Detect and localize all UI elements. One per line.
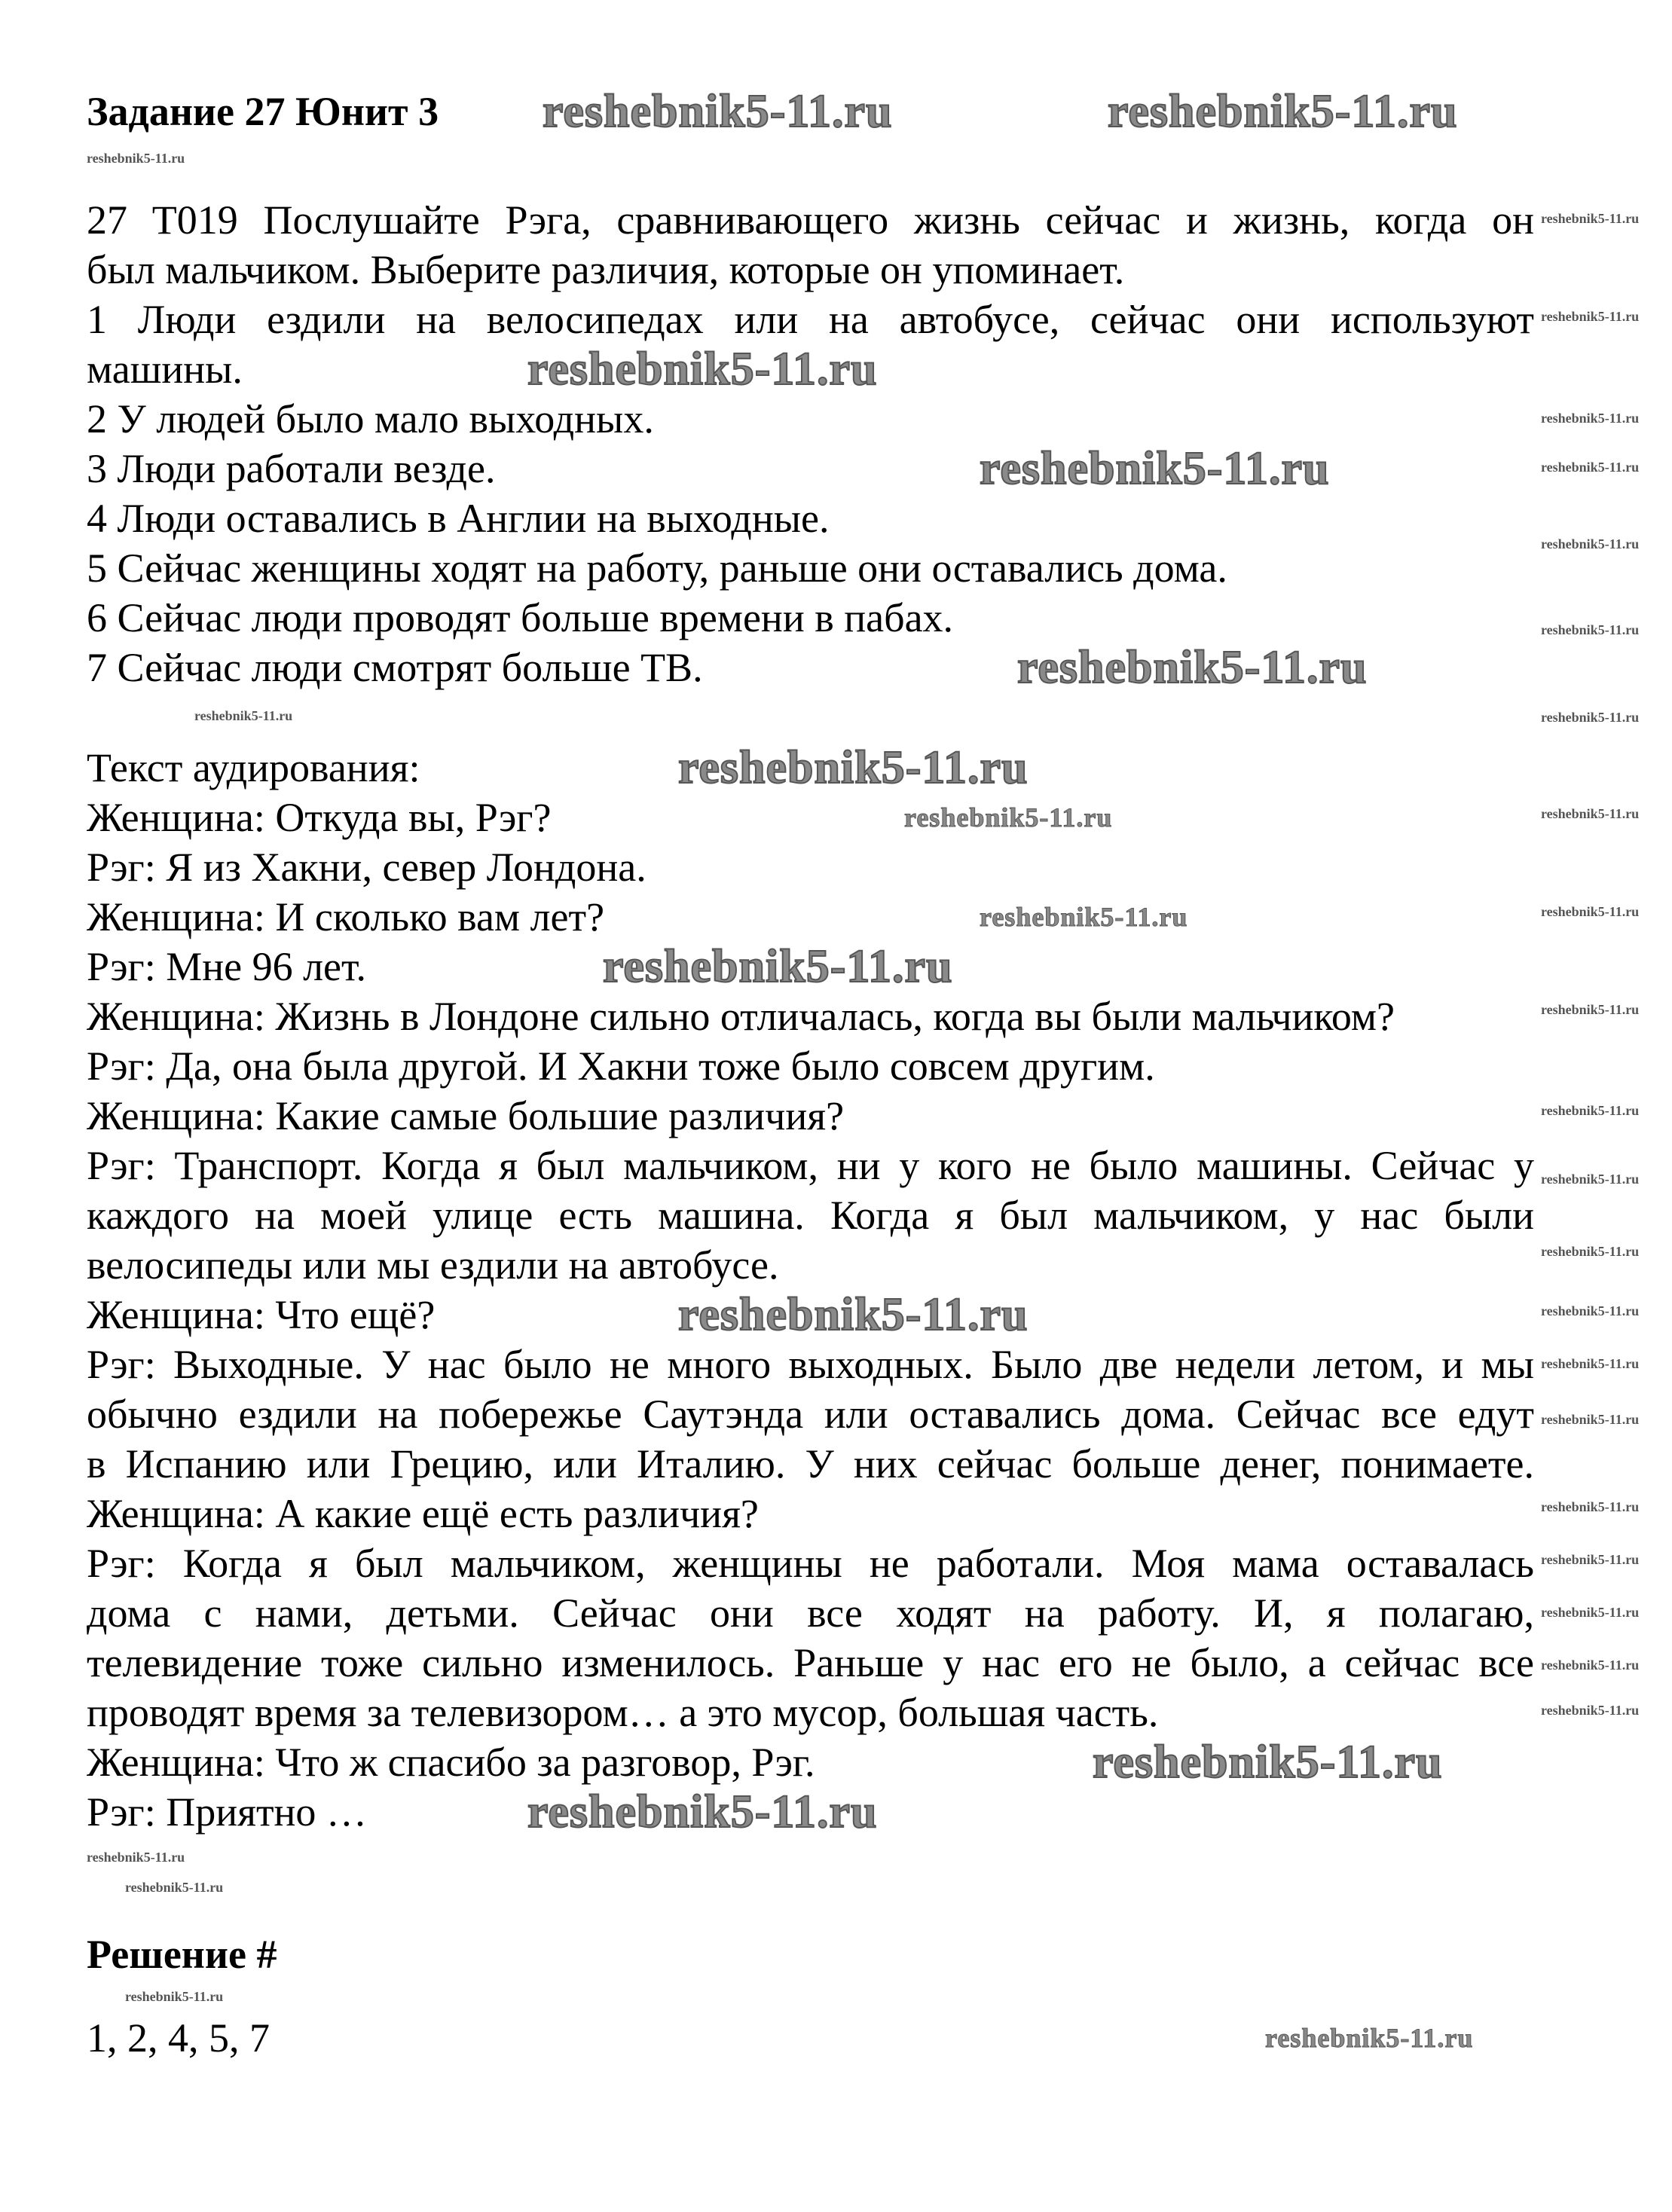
watermark-small: reshebnik5-11.ru [1541,411,1640,426]
watermark-small: reshebnik5-11.ru [87,1850,185,1865]
watermark-small: reshebnik5-11.ru [1541,460,1640,475]
option: 4 Люди оставались в Англии на выходные. [87,496,830,541]
transcript-line: Рэг: Приятно … [87,1789,367,1835]
transcript-line: Женщина: Откуда вы, Рэг? [87,795,552,840]
transcript-line: каждого на моей улице есть машина. Когда я был мальчиком, у нас были [87,1193,1534,1238]
transcript-heading: Текст аудирования: [87,745,420,790]
watermark: reshebnik5-11.ru [1017,642,1368,693]
option: 6 Сейчас люди проводят больше времени в пабах. [87,595,954,640]
watermark-small: reshebnik5-11.ru [1541,1002,1640,1017]
watermark-small: reshebnik5-11.ru [125,1989,224,2004]
watermark-small: reshebnik5-11.ru [194,708,293,723]
watermark-small: reshebnik5-11.ru [1541,1303,1640,1318]
solution-heading: Решение # [87,1932,277,1977]
watermark-small: reshebnik5-11.ru [1541,806,1640,821]
watermark-small: reshebnik5-11.ru [1541,1605,1640,1620]
transcript-line: телевидение тоже сильно изменилось. Раньше у нас его не было, а сейчас все [87,1640,1534,1685]
transcript-line: Рэг: Когда я был мальчиком, женщины не работали. Моя мама оставалась [87,1541,1534,1586]
watermark-small: reshebnik5-11.ru [1541,710,1640,725]
watermark-small: reshebnik5-11.ru [1541,1356,1640,1371]
transcript-line: Женщина: Что ж спасибо за разговор, Рэг. [87,1740,815,1785]
transcript-line: проводят время за телевизором… а это мусор, большая часть. [87,1690,1159,1735]
watermark: reshebnik5-11.ru [527,1786,878,1838]
watermark-small: reshebnik5-11.ru [125,1880,224,1895]
watermark: reshebnik5-11.ru [678,742,1029,793]
watermark-small: reshebnik5-11.ru [1541,211,1640,226]
transcript-line: Женщина: И сколько вам лет? [87,894,605,939]
option: 5 Сейчас женщины ходят на работу, раньше они оставались дома. [87,545,1227,591]
watermark: reshebnik5-11.ru [543,86,893,137]
transcript-line: Женщина: Что ещё? [87,1292,436,1337]
transcript-line: Женщина: Какие самые большие различия? [87,1093,845,1138]
option: 7 Сейчас люди смотрят больше ТВ. [87,645,703,690]
watermark-small: reshebnik5-11.ru [1541,1103,1640,1118]
watermark: reshebnik5-11.ru [980,902,1188,932]
watermark: reshebnik5-11.ru [980,443,1330,494]
watermark-small: reshebnik5-11.ru [1541,622,1640,637]
task-text: был мальчиком. Выберите различия, которые он упоминает. [87,247,1125,292]
watermark-small: reshebnik5-11.ru [1541,1172,1640,1187]
watermark-small: reshebnik5-11.ru [1541,1552,1640,1567]
transcript-line: Рэг: Мне 96 лет. [87,944,367,989]
option: 1 Люди ездили на велосипедах или на автобусе, сейчас они используют [87,297,1534,342]
transcript-line: Рэг: Да, она была другой. И Хакни тоже было совсем другим. [87,1043,1155,1089]
watermark-small: reshebnik5-11.ru [1541,536,1640,551]
watermark-small: reshebnik5-11.ru [87,151,185,166]
watermark-small: reshebnik5-11.ru [1541,1657,1640,1673]
watermark-small: reshebnik5-11.ru [1541,309,1640,324]
transcript-line: Рэг: Транспорт. Когда я был мальчиком, ни у кого не было машины. Сейчас у [87,1143,1534,1188]
option: машины. [87,347,243,392]
transcript-line: дома с нами, детьми. Сейчас они все ходят на работу. И, я полагаю, [87,1590,1534,1636]
transcript-line: велосипеды или мы ездили на автобусе. [87,1242,779,1288]
transcript-line: Женщина: А какие ещё есть различия? [87,1491,759,1536]
solution-answer: 1, 2, 4, 5, 7 [87,2015,270,2061]
watermark-small: reshebnik5-11.ru [1541,1412,1640,1427]
watermark: reshebnik5-11.ru [527,344,878,395]
watermark-small: reshebnik5-11.ru [1541,1703,1640,1718]
watermark-small: reshebnik5-11.ru [1541,1499,1640,1514]
transcript-line: Женщина: Жизнь в Лондоне сильно отличалась, когда вы были мальчиком? [87,994,1395,1039]
watermark: reshebnik5-11.ru [678,1289,1029,1340]
watermark: reshebnik5-11.ru [1265,2023,1474,2053]
option: 3 Люди работали везде. [87,446,496,491]
watermark: reshebnik5-11.ru [904,802,1113,833]
transcript-line: обычно ездили на побережье Саутэнда или оставались дома. Сейчас все едут [87,1392,1534,1437]
option: 2 У людей было мало выходных. [87,396,654,441]
task-text: 27 T019 Послушайте Рэга, сравнивающего жизнь сейчас и жизнь, когда он [87,197,1534,243]
transcript-line: Рэг: Я из Хакни, север Лондона. [87,845,646,890]
watermark: reshebnik5-11.ru [1108,86,1458,137]
page-title: Задание 27 Юнит 3 [87,89,439,134]
transcript-line: в Испанию или Грецию, или Италию. У них сейчас больше денег, понимаете. [87,1441,1534,1486]
watermark-small: reshebnik5-11.ru [1541,904,1640,919]
watermark: reshebnik5-11.ru [603,941,953,992]
watermark: reshebnik5-11.ru [1093,1737,1443,1788]
transcript-line: Рэг: Выходные. У нас было не много выходных. Было две недели летом, и мы [87,1342,1534,1387]
watermark-small: reshebnik5-11.ru [1541,1244,1640,1259]
